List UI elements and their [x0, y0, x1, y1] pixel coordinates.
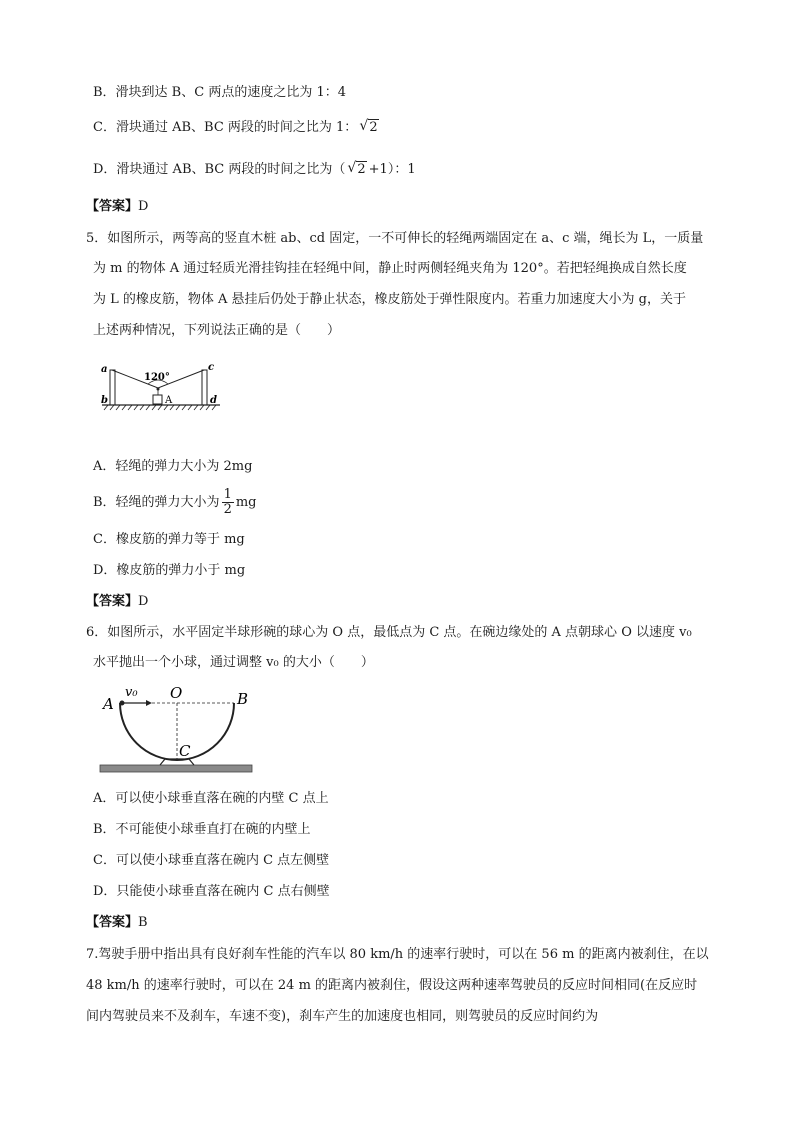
q6-figure [98, 682, 258, 777]
q4-option-d-tail: +1）：1 [368, 162, 416, 177]
q4-option-c-text: C．滑块通过 AB、BC 两段的时间之比为 1： [93, 120, 358, 135]
q5-option-b-unit: mg [235, 495, 257, 510]
post-ab [110, 370, 115, 405]
fraction-numerator: 1 [223, 487, 232, 502]
post-cd [202, 370, 207, 405]
q5-answer [86, 592, 148, 612]
q4-option-c [93, 118, 381, 138]
q4-option-d-text: D．滑块通过 AB、BC 两段的时间之比为（ [93, 162, 346, 177]
label-a: a [101, 364, 108, 375]
q6-stem-line2: 水平抛出一个小球，通过调整 v₀ 的大小（ ） [93, 655, 374, 670]
sqrt-symbol [347, 160, 366, 180]
table-surface [100, 765, 252, 772]
q5-option-a: A．轻绳的弹力大小为 2mg [93, 459, 253, 474]
answer-value: D [138, 199, 149, 214]
q5-stem-line2: 为 m 的物体 A 通过轻质光滑挂钩挂在轻绳中间，静止时两侧轻绳夹角为 120°。若把轻绳换成自然长度 [93, 261, 687, 276]
q6-answer [86, 913, 148, 933]
q7-stem-line2: 48 km/h 的速率行驶时，可以在 24 m 的距离内被刹住，假设这两种速率驾驶员的反应时间相同(在反应时 [86, 978, 698, 993]
q6-stem-line1: 6．如图所示，水平固定半球形碗的球心为 O 点，最低点为 C 点。在碗边缘处的 A 点朝球心 O 以速度 v₀ [86, 625, 692, 640]
q5-figure [98, 358, 228, 442]
answer-value: D [138, 594, 149, 609]
label-b: b [101, 395, 108, 406]
q4-option-d [93, 160, 416, 180]
label-C: C [179, 742, 191, 760]
q7-stem-line1: 7.驾驶手册中指出具有良好刹车性能的汽车以 80 km/h 的速率行驶时，可以在 56 m 的距离内被刹住，在以 [86, 947, 709, 962]
arrow-head-icon [146, 700, 152, 706]
label-d: d [210, 395, 217, 406]
label-v0: v₀ [125, 685, 138, 700]
q6-option-b: B．不可能使小球垂直打在碗的内壁上 [93, 822, 311, 837]
fraction-denominator: 2 [223, 502, 232, 517]
q5-stem-line4: 上述两种情况，下列说法正确的是（ ） [93, 323, 341, 338]
q5-option-d: D．橡皮筋的弹力小于 mg [93, 563, 246, 578]
sqrt-radicand: 2 [369, 120, 378, 135]
sqrt-symbol [359, 118, 378, 138]
q5-option-b [93, 488, 257, 518]
ground-hatch [104, 405, 216, 410]
label-B: B [237, 690, 249, 708]
label-O: O [170, 684, 183, 702]
mass-label: A [165, 395, 173, 406]
answer-label: 【答案】 [86, 594, 139, 609]
mass-block [153, 395, 162, 404]
sqrt-radicand: 2 [357, 162, 366, 177]
label-A: A [103, 695, 114, 713]
q5-option-c: C．橡皮筋的弹力等于 mg [93, 532, 245, 547]
answer-value: B [138, 915, 148, 930]
q7-stem-line3: 间内驾驶员来不及刹车，车速不变)，刹车产生的加速度也相同，则驾驶员的反应时间约为 [86, 1009, 599, 1024]
q6-option-d: D．只能使小球垂直落在碗内 C 点右侧壁 [93, 884, 330, 899]
ball [120, 701, 125, 706]
q6-option-c: C．可以使小球垂直落在碗内 C 点左侧壁 [93, 853, 330, 868]
label-c: c [208, 362, 215, 373]
q4-answer [86, 197, 148, 217]
fraction [222, 488, 234, 517]
q5-option-b-text: B．轻绳的弹力大小为 [93, 495, 220, 510]
q6-option-a: A．可以使小球垂直落在碗的内壁 C 点上 [93, 791, 329, 806]
answer-label: 【答案】 [86, 915, 139, 930]
q4-option-b: B．滑块到达 B、C 两点的速度之比为 1：4 [93, 85, 346, 100]
q5-stem-line3: 为 L 的橡皮筋，物体 A 悬挂后仍处于静止状态，橡皮筋处于弹性限度内。若重力加速度大小为 g，关于 [93, 292, 687, 307]
q5-stem-line1: 5．如图所示，两等高的竖直木桩 ab、cd 固定，一不可伸长的轻绳两端固定在 a、c 端，绳长为 L，一质量 [86, 231, 704, 246]
bowl-arc [120, 703, 234, 760]
answer-label: 【答案】 [86, 199, 139, 214]
angle-label: 120° [144, 372, 170, 383]
